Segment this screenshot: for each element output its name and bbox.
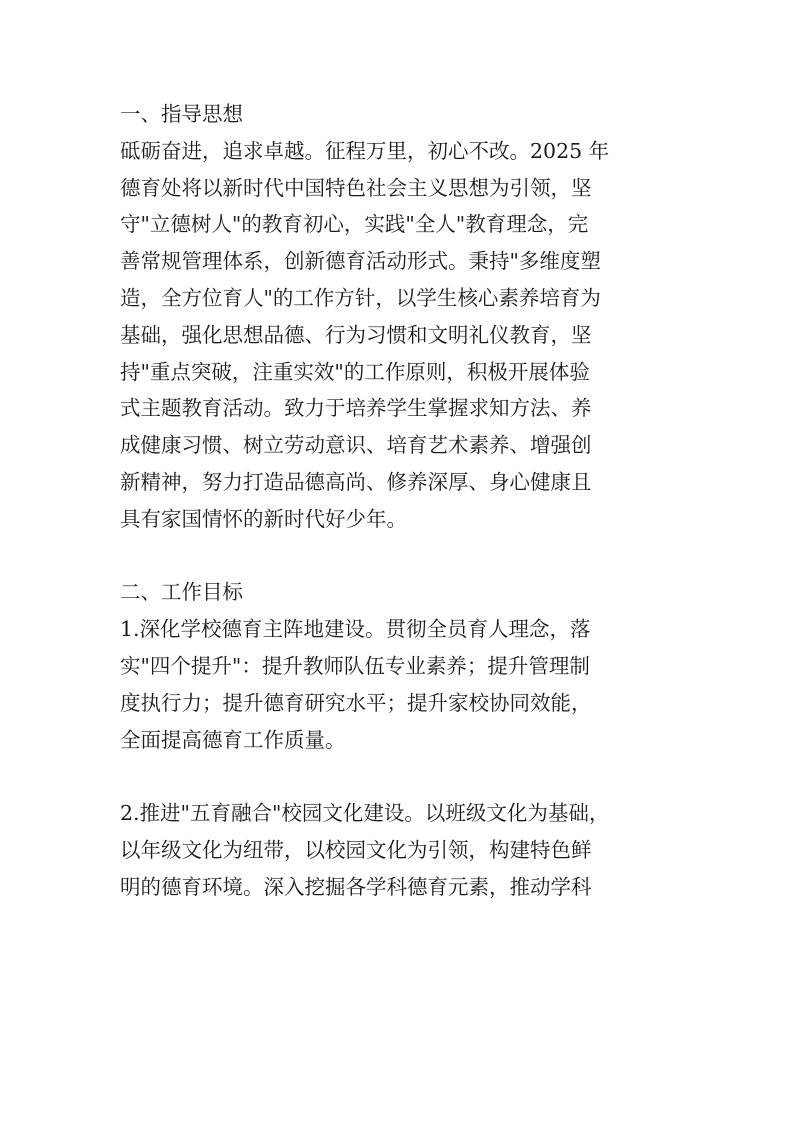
text-line: 基础，强化思想品德、行为习惯和文明礼仪教育，坚	[120, 322, 592, 347]
paragraph-spacer	[120, 538, 680, 575]
text-line: 1.深化学校德育主阵地建设。贯彻全员育人理念，落	[120, 617, 591, 642]
text-line: 成健康习惯、树立劳动意识、培育艺术素养、增强创	[120, 433, 592, 458]
paragraph-guiding-ideology	[120, 133, 680, 538]
text-line: 德育处将以新时代中国特色社会主义思想为引领，坚	[120, 175, 592, 200]
text-line: 全面提高德育工作质量。	[120, 727, 346, 752]
text-line: 造，全方位育人"的工作方针，以学生核心素养培育为	[120, 285, 601, 310]
text-line: 式主题教育活动。致力于培养学生掌握求知方法、养	[120, 396, 592, 421]
text-line: 守"立德树人"的教育初心，实践"全人"教育理念，完	[120, 212, 589, 237]
text-line: 持"重点突破，注重实效"的工作原则，积极开展体验	[120, 359, 590, 384]
text-line: 度执行力；提升德育研究水平；提升家校协同效能，	[120, 690, 592, 715]
text-line: 实"四个提升"：提升教师队伍专业素养；提升管理制	[120, 653, 590, 678]
text-line: 具有家国情怀的新时代好少年。	[120, 506, 407, 531]
text-line: 以年级文化为纽带，以校园文化为引领，构建特色鲜	[120, 837, 592, 862]
section-heading-guiding-ideology: 一、指导思想	[120, 102, 243, 126]
text-line: 明的德育环境。深入挖掘各学科德育元素，推动学科	[120, 874, 592, 899]
paragraph-goal-1	[120, 611, 680, 758]
document-body	[120, 96, 680, 906]
text-line: 新精神，努力打造品德高尚、修养深厚、身心健康且	[120, 469, 592, 494]
paragraph-spacer	[120, 758, 680, 795]
text-line: 2.推进"五育融合"校园文化建设。以班级文化为基础，	[120, 801, 610, 826]
text-line: 善常规管理体系，创新德育活动形式。秉持"多维度塑	[120, 249, 601, 274]
paragraph-goal-2	[120, 795, 680, 905]
text-line: 砥砺奋进，追求卓越。征程万里，初心不改。2025 年	[120, 138, 610, 163]
section-heading-work-goals: 二、工作目标	[120, 580, 243, 605]
